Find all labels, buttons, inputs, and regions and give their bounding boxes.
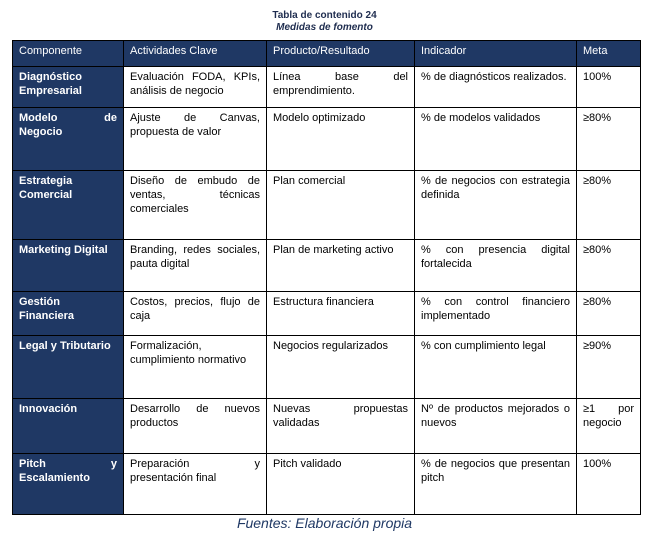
cell-meta: 100% <box>577 67 641 108</box>
cell-meta: ≥80% <box>577 108 641 171</box>
table-row <box>13 171 641 240</box>
table-row <box>13 292 641 336</box>
header-producto: Producto/Resultado <box>267 41 415 67</box>
table-row <box>13 336 641 399</box>
cell-componente: Estrategia Comercial <box>13 171 124 240</box>
cell-meta: ≥90% <box>577 336 641 399</box>
cell-indicador: % de modelos validados <box>415 108 577 171</box>
cell-componente: Legal y Tributario <box>13 336 124 399</box>
cell-producto: Negocios regularizados <box>267 336 415 399</box>
cell-indicador: Nº de productos mejorados o nuevos <box>415 399 577 454</box>
table-caption-title: Tabla de contenido 24 <box>272 10 377 21</box>
table-header-row <box>13 41 641 67</box>
table-row <box>13 240 641 292</box>
cell-componente: Innovación <box>13 399 124 454</box>
cell-meta: ≥80% <box>577 240 641 292</box>
cell-actividades: Evaluación FODA, KPIs, análisis de negocio <box>124 67 267 108</box>
cell-producto: Línea base del emprendimiento. <box>267 67 415 108</box>
cell-actividades: Diseño de embudo de ventas, técnicas comerciales <box>124 171 267 240</box>
cell-indicador: % de negocios que presentan pitch <box>415 454 577 515</box>
table-source-note: Fuentes: Elaboración propia <box>236 515 413 531</box>
measures-table <box>12 40 641 515</box>
cell-meta: ≥1 por negocio <box>577 399 641 454</box>
cell-indicador: % con presencia digital fortalecida <box>415 240 577 292</box>
cell-indicador: % con control financiero implementado <box>415 292 577 336</box>
cell-actividades: Formalización, cumplimiento normativo <box>124 336 267 399</box>
cell-indicador: % de diagnósticos realizados. <box>415 67 577 108</box>
table-row <box>13 67 641 108</box>
cell-meta: ≥80% <box>577 292 641 336</box>
header-actividades: Actividades Clave <box>124 41 267 67</box>
cell-actividades: Preparación y presentación final <box>124 454 267 515</box>
cell-actividades: Desarrollo de nuevos productos <box>124 399 267 454</box>
cell-componente: Modelo de Negocio <box>13 108 124 171</box>
cell-producto: Nuevas propuestas validadas <box>267 399 415 454</box>
cell-producto: Plan comercial <box>267 171 415 240</box>
cell-componente: Diagnóstico Empresarial <box>13 67 124 108</box>
table-row <box>13 454 641 515</box>
cell-componente: Pitch y Escalamiento <box>13 454 124 515</box>
cell-meta: 100% <box>577 454 641 515</box>
header-meta: Meta <box>577 41 641 67</box>
cell-componente: Marketing Digital <box>13 240 124 292</box>
cell-producto: Estructura financiera <box>267 292 415 336</box>
cell-producto: Pitch validado <box>267 454 415 515</box>
cell-meta: ≥80% <box>577 171 641 240</box>
cell-indicador: % con cumplimiento legal <box>415 336 577 399</box>
cell-actividades: Branding, redes sociales, pauta digital <box>124 240 267 292</box>
table-row <box>13 108 641 171</box>
cell-actividades: Ajuste de Canvas, propuesta de valor <box>124 108 267 171</box>
cell-producto: Plan de marketing activo <box>267 240 415 292</box>
table-row <box>13 399 641 454</box>
table-caption-subtitle: Medidas de fomento <box>276 22 373 33</box>
cell-indicador: % de negocios con estrategia definida <box>415 171 577 240</box>
header-componente: Componente <box>13 41 124 67</box>
cell-componente: Gestión Financiera <box>13 292 124 336</box>
cell-actividades: Costos, precios, flujo de caja <box>124 292 267 336</box>
header-indicador: Indicador <box>415 41 577 67</box>
cell-producto: Modelo optimizado <box>267 108 415 171</box>
